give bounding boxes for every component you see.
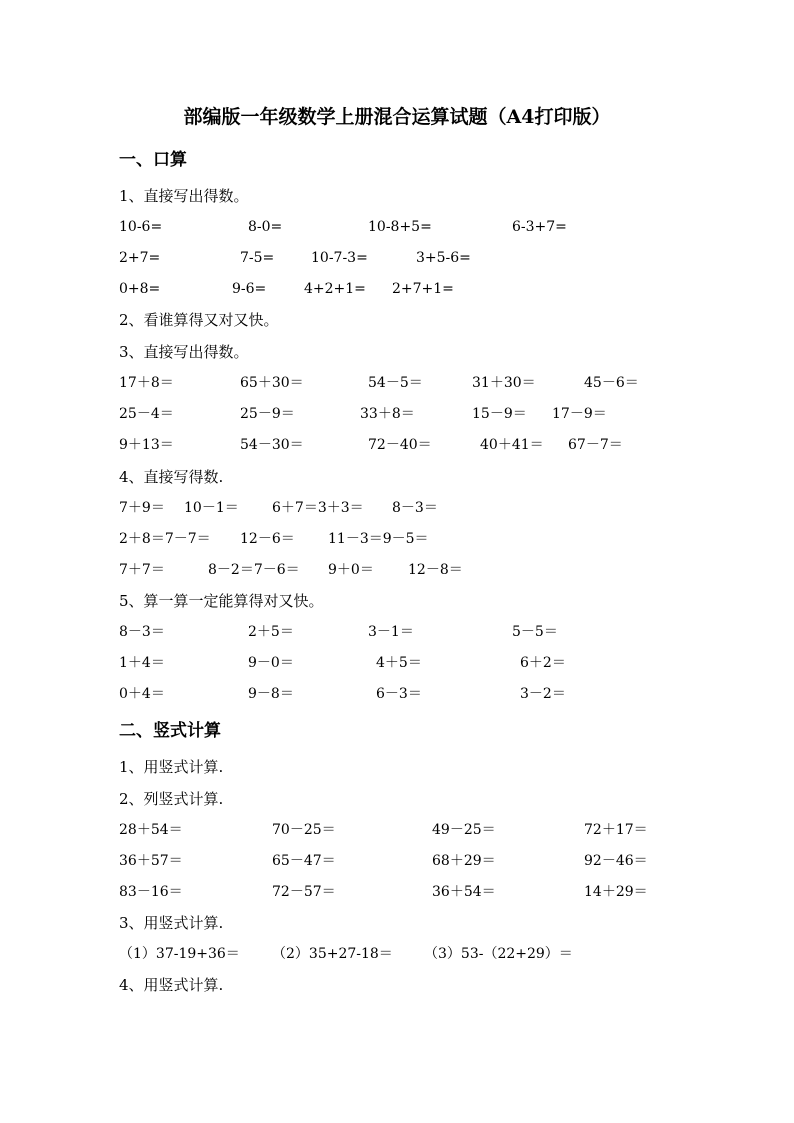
question-2-1: 1、用竖式计算. [119,758,224,776]
problem: 12－6＝ [240,531,295,547]
problem: 7＋9＝ [119,500,165,516]
problem: 49－25＝ [432,822,496,838]
problem-row-1 [0,217,794,237]
question-1-1: 1、直接写出得数。 [119,187,249,205]
problem: 7＋7＝ [119,562,165,578]
problem-row-14 [0,851,794,871]
question-2-3: 3、用竖式计算. [119,914,224,932]
problem: 6－3＝ [376,686,422,702]
problem: 65＋30＝ [240,375,304,391]
problem: 6＋2＝ [520,655,566,671]
problem-row-3 [0,279,794,299]
problem: 8－3＝ [392,500,438,516]
problem: 36＋54＝ [432,884,496,900]
problem: 10－1＝ [184,500,239,516]
problem: 10-7-3= [311,250,368,266]
problem: 9－0＝ [248,655,294,671]
problem: 68＋29＝ [432,853,496,869]
problem: 36＋57＝ [119,853,183,869]
problem-row-8 [0,529,794,549]
problem-row-10 [0,622,794,642]
problem: 9＋13＝ [119,437,174,453]
problem: 3+5-6= [416,250,471,266]
problem: 92－46＝ [584,853,648,869]
problem: 3－1＝ [368,624,414,640]
problem: 17＋8＝ [119,375,174,391]
problem: 9-6= [232,281,267,297]
problem: 83－16＝ [119,884,183,900]
problem-row-4 [0,373,794,393]
problem: 72－40＝ [368,437,432,453]
problem: 9＋0＝ [328,562,374,578]
problem-row-5 [0,404,794,424]
problem-row-2 [0,248,794,268]
problem: 65－47＝ [272,853,336,869]
question-2-2: 2、列竖式计算. [119,790,224,808]
problem-row-16 [0,944,794,964]
problem: 54－30＝ [240,437,304,453]
problem: 14＋29＝ [584,884,648,900]
page-title: 部编版一年级数学上册混合运算试题（A4打印版） [183,106,611,128]
section-oral-calculation: 一、口算 [119,150,187,170]
problem-row-13 [0,820,794,840]
problem: 4＋5＝ [376,655,422,671]
problem: 2+7+1= [392,281,454,297]
problem-row-11 [0,653,794,673]
problem-row-9 [0,560,794,580]
problem: 72－57＝ [272,884,336,900]
problem: 2＋5＝ [248,624,294,640]
problem: 3－2＝ [520,686,566,702]
problem: 0+8= [119,281,161,297]
problem: 8－3＝ [119,624,165,640]
problem: 2＋8＝7－7＝ [119,531,211,547]
problem: 70－25＝ [272,822,336,838]
problem-row-7 [0,498,794,518]
problem: 7-5= [240,250,275,266]
problem: 17－9＝ [552,406,607,422]
question-1-5: 5、算一算一定能算得对又快。 [119,592,324,610]
problem: 67－7＝ [568,437,623,453]
problem: 25－4＝ [119,406,174,422]
problem: 12－8＝ [408,562,463,578]
problem: 45－6＝ [584,375,639,391]
problem: 31＋30＝ [472,375,536,391]
problem-row-12 [0,684,794,704]
problem: 72＋17＝ [584,822,648,838]
problem: 2+7= [119,250,161,266]
question-1-3: 3、直接写出得数。 [119,343,249,361]
problem: 10-6= [119,219,163,235]
problem: 25－9＝ [240,406,295,422]
problem-row-15 [0,882,794,902]
problem: 40＋41＝ [480,437,544,453]
problem: 6＋7＝3＋3＝ [272,500,364,516]
problem: 9－8＝ [248,686,294,702]
problem: 15－9＝ [472,406,527,422]
problem: 28＋54＝ [119,822,183,838]
problem: 33＋8＝ [360,406,415,422]
problem: （3）53-（22+29）＝ [424,946,573,962]
problem: 4+2+1= [304,281,366,297]
problem: 10-8+5= [368,219,432,235]
problem: 54－5＝ [368,375,423,391]
problem: 11－3＝9－5＝ [328,531,429,547]
problem: （1）37-19+36＝ [119,946,240,962]
problem: 0＋4＝ [119,686,165,702]
section-vertical-calculation: 二、竖式计算 [119,721,221,741]
problem: 6-3+7= [512,219,567,235]
question-1-2: 2、看谁算得又对又快。 [119,311,279,329]
problem: （2）35+27-18＝ [272,946,393,962]
problem: 5－5＝ [512,624,558,640]
problem: 8－2＝7－6＝ [208,562,300,578]
question-1-4: 4、直接写得数. [119,468,224,486]
problem: 1＋4＝ [119,655,165,671]
problem: 8-0= [248,219,283,235]
question-2-4: 4、用竖式计算. [119,976,224,994]
problem-row-6 [0,435,794,455]
